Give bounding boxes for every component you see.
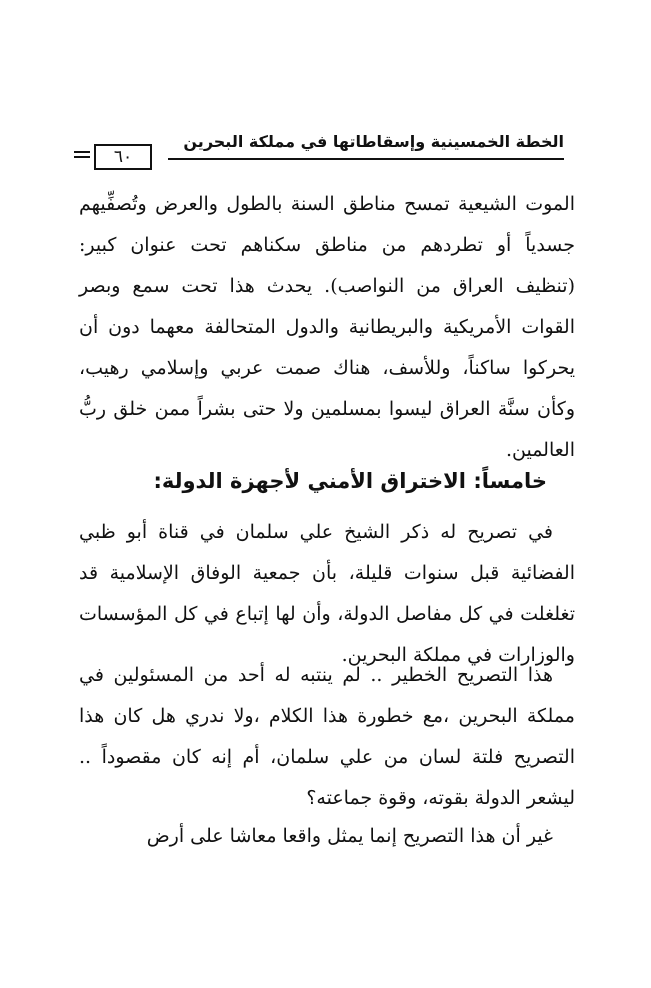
running-header — [76, 130, 564, 176]
paragraph-text: هذا التصريح الخطير .. لم ينتبه له أحد من المسئولين في مملكة البحرين ،مع خطورة هذا الكلام ،ولا ندري هل كان هذا التصريح فلتة لسان من علي سلمان، أم إنه كان مقصوداً .. ليشعر الدولة بقوته، وقوة جماعته؟ — [79, 664, 575, 809]
section-paragraph-3 — [79, 816, 575, 857]
header-dash-mark — [74, 151, 90, 159]
paragraph-text: غير أن هذا التصريح إنما يمثل واقعا معاشا على أرض — [146, 825, 553, 847]
page-number: ٦٠ — [94, 144, 152, 170]
paragraph-text: الموت الشيعية تمسح مناطق السنة بالطول والعرض وتُصفِّيهم جسدياً أو تطردهم من مناطق سكناهم تحت عنوان كبير: (تنظيف العراق من النواصب). يحدث هذا تحت سمع وبصر القوات الأمريكية والبريطانية والدول المتحالفة معهما دون أن يحركوا ساكناً، وللأسف، هناك صمت عربي وإسلامي رهيب، وكأن سنَّة العراق ليسوا بمسلمين ولا حتى بشراً ممن خلق ربُّ العالمين. — [79, 193, 575, 461]
section-heading: خامساً: الاختراق الأمني لأجهزة الدولة: — [153, 469, 547, 493]
section-paragraph-2 — [79, 655, 575, 819]
header-rule — [168, 158, 564, 160]
header-title: الخطة الخمسينية وإسقاطاتها في مملكة البحرين — [183, 132, 564, 151]
paragraph-continued — [79, 184, 575, 471]
section-paragraph-1 — [79, 512, 575, 676]
paragraph-text: في تصريح له ذكر الشيخ علي سلمان في قناة أبو ظبي الفضائية قبل سنوات قليلة، بأن جمعية الوفاق الإسلامية قد تغلغلت في كل مفاصل الدولة، وأن لها إتباع في كل المؤسسات والوزارات في مملكة البحرين. — [79, 521, 575, 666]
